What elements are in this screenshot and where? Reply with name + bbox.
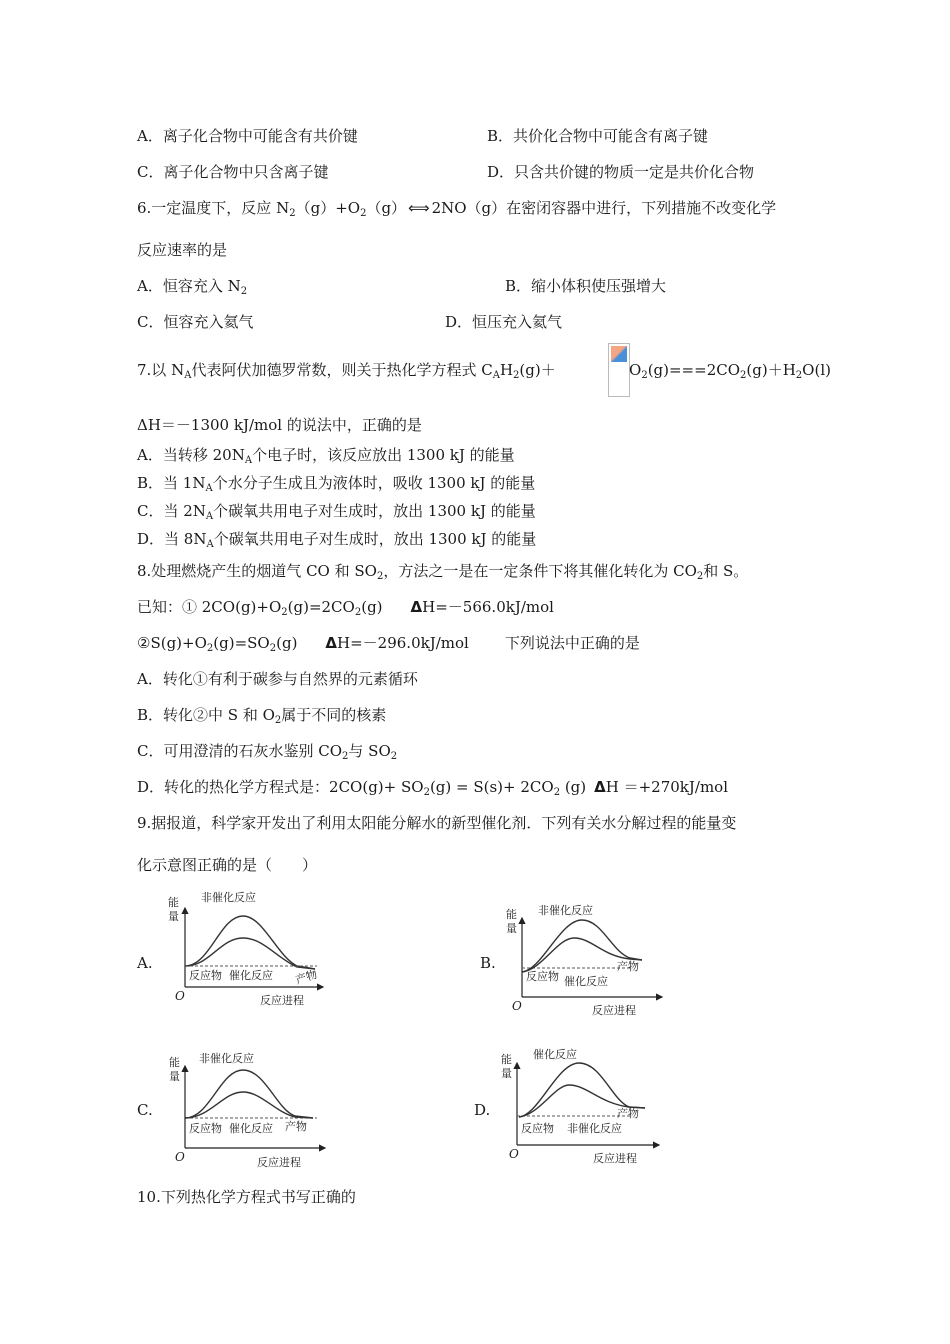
energy-diagram-d — [497, 1045, 667, 1167]
origin-label: O — [509, 1147, 519, 1161]
curve-label-catalyzed: 催化反应 — [564, 975, 608, 988]
q6-option-c: C．恒容充入氦气 — [137, 313, 254, 331]
q6-stem-line2: 反应速率的是 — [137, 241, 228, 259]
q8-option-c: C．可用澄清的石灰水鉴别 $CO_2$与 $SO_2$ — [137, 742, 398, 762]
q7-option-c: C．当 $2N_A$个碳氧共用电子对生成时，放出 1300 kJ 的能量 — [137, 502, 536, 522]
origin-label: O — [512, 999, 522, 1013]
axis-label-progress: 反应进程 — [260, 994, 304, 1007]
energy-diagram-c — [165, 1048, 335, 1170]
q9-label-c: C. — [137, 1101, 153, 1119]
axis-label-energy: 量 — [506, 922, 517, 935]
origin-label: O — [175, 989, 185, 1003]
axis-label-progress: 反应进程 — [593, 1152, 637, 1165]
label-product: 产物 — [617, 1107, 639, 1120]
fraction-image-placeholder — [608, 343, 630, 397]
axis-label-energy: 量 — [501, 1067, 512, 1080]
q8-option-a: A．转化①有利于碳参与自然界的元素循环 — [137, 670, 418, 688]
curve-label-catalyzed: 催化反应 — [533, 1048, 577, 1061]
label-product: 产物 — [617, 960, 639, 973]
label-reactant: 反应物 — [189, 1122, 222, 1135]
axis-label-progress: 反应进程 — [592, 1004, 636, 1017]
q10-stem: 10.下列热化学方程式书写正确的 — [137, 1188, 356, 1206]
catalyzed-curve — [185, 1092, 313, 1118]
label-product: 产物 — [293, 967, 319, 987]
q5-option-a: A．离子化合物中可能含有共价键 — [137, 127, 358, 145]
axis-label-energy: 量 — [169, 1070, 180, 1083]
label-product: 产物 — [285, 1120, 307, 1133]
q6-option-a: A．恒容充入 $N_2$ — [137, 277, 248, 297]
q8-known-reaction-1: 已知：① $2CO(g)+O_2(g)=2CO_2(g)$ ΔH=－566.0kJ/mol — [137, 598, 554, 618]
q7-option-a: A．当转移 $20N_A$个电子时，该反应放出 1300 kJ 的能量 — [137, 446, 515, 466]
curve-label-uncatalyzed: 非催化反应 — [201, 891, 256, 904]
q8-option-b: B．转化②中 S 和 $O_2$属于不同的核素 — [137, 706, 387, 726]
label-reactant: 反应物 — [189, 969, 222, 982]
q5-option-b: B．共价化合物中可能含有离子键 — [487, 127, 709, 145]
curve-label-uncatalyzed: 非催化反应 — [199, 1052, 254, 1065]
curve-label-catalyzed: 催化反应 — [229, 969, 273, 982]
q8-stem: 8.处理燃烧产生的烟道气 CO 和 $SO_2$，方法之一是在一定条件下将其催化转化为 $CO_2$和 S。 — [137, 562, 749, 582]
uncatalyzed-curve — [185, 1070, 313, 1118]
uncatalyzed-curve — [185, 916, 315, 969]
curve-label-uncatalyzed: 非催化反应 — [567, 1122, 622, 1135]
q5-option-c: C．离子化合物中只含离子键 — [137, 163, 329, 181]
axis-label-energy: 能 — [506, 908, 517, 921]
axis-label-energy: 能 — [169, 1056, 180, 1069]
q7-stem: 7.以 $N_A$代表阿伏加德罗常数，则关于热化学方程式 $C_AH_2(g)+$ — [137, 361, 556, 381]
q8-option-d: D．转化的热化学方程式是：$2CO(g)+ SO_2(g) = S(s)+ 2CO_2$ (g) ΔH ＝+270kJ/mol — [137, 778, 729, 798]
q8-known-reaction-2: $②S(g)+O_2(g)=SO_2(g)$ ΔH=－296.0kJ/mol 下列说法中正确的是 — [137, 634, 640, 654]
equilibrium-arrow: ⟺ — [408, 199, 430, 217]
q9-stem-line2: 化示意图正确的是（ ） — [137, 856, 318, 874]
q6-option-b: B．缩小体积使压强增大 — [505, 277, 667, 295]
axis-label-energy: 量 — [168, 910, 179, 923]
energy-diagram-a — [165, 888, 335, 1010]
q7-option-b: B．当 $1N_A$个水分子生成且为液体时，吸收 1300 kJ 的能量 — [137, 474, 536, 494]
energy-diagram-b — [502, 900, 672, 1022]
q7-option-d: D．当 $8N_A$个碳氧共用电子对生成时，放出 1300 kJ 的能量 — [137, 530, 537, 550]
q9-label-a: A. — [137, 954, 153, 972]
label-reactant: 反应物 — [526, 970, 559, 983]
q7-equation-tail: $O_2(g)===2CO_2(g)+H_2O(l)$ — [629, 361, 831, 381]
curve-label-catalyzed: 催化反应 — [229, 1122, 273, 1135]
q5-option-d: D．只含共价键的物质一定是共价化合物 — [487, 163, 755, 181]
q6-option-d: D．恒压充入氦气 — [445, 313, 563, 331]
q9-label-d: D. — [474, 1101, 491, 1119]
catalyzed-curve — [185, 938, 315, 969]
axis-label-energy: 能 — [501, 1053, 512, 1066]
origin-label: O — [175, 1150, 185, 1164]
q7-delta-h: ΔH＝－1300 kJ/mol 的说法中，正确的是 — [137, 416, 422, 434]
label-reactant: 反应物 — [521, 1122, 554, 1135]
q9-label-b: B. — [480, 954, 496, 972]
q9-stem-line1: 9.据报道，科学家开发出了利用太阳能分解水的新型催化剂．下列有关水分解过程的能量变 — [137, 814, 737, 832]
q6-stem: 6.一定温度下，反应 $N_2(g)+O_2(g)$ ⟺ 2NO（g）在密闭容器中进行，下列措施不改变化学 — [137, 199, 777, 219]
curve-label-uncatalyzed: 非催化反应 — [538, 904, 593, 917]
axis-label-energy: 能 — [168, 896, 179, 909]
axis-label-progress: 反应进程 — [257, 1156, 301, 1169]
